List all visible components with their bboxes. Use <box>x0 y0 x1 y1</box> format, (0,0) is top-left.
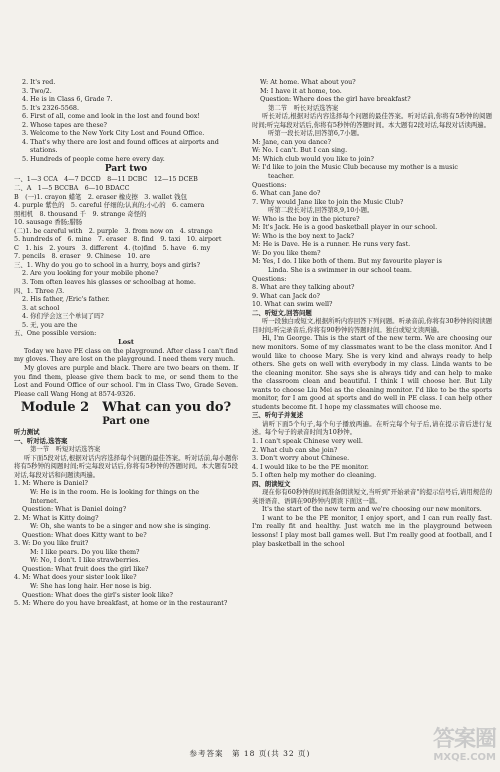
left-text-line: W: She has long hair. Her nose is big. <box>30 581 152 590</box>
left-text-line: 7. pencils 8. eraser 9. Chinese 10. are <box>14 252 151 261</box>
right-text-line: 6. What can Jane do? <box>252 189 321 198</box>
watermark-logo-text: 答案圈 <box>432 727 496 752</box>
right-column <box>252 78 492 548</box>
right-text-line: W: Who is the boy next to Jack? <box>252 231 354 240</box>
right-text-line: 5. I often help my mother do cleaning. <box>252 471 377 480</box>
right-text-line: It's the start of the new term and we're choosing our new monitors. <box>262 505 482 514</box>
right-text-line: M: Which club would you like to join? <box>252 154 374 163</box>
left-text-line: Lost <box>118 337 134 346</box>
right-text-line: 10. What can swim well? <box>252 300 333 309</box>
left-text-line: 2. It's red. <box>22 78 56 86</box>
right-text-line: 7. Why would Jane like to join the Music Club? <box>252 197 404 206</box>
left-text-line: 听力测试 <box>14 428 40 437</box>
left-text-line: Today we have PE class on the playground. After class I can't find my gloves. They are lost on the playground. I need them very much. <box>14 346 238 364</box>
right-text-line: M: Yes, I do. I like both of them. But my favourite player is <box>252 257 442 266</box>
left-text-line: Question: What is Daniel doing? <box>22 505 127 514</box>
right-text-line: W: I'd like to join the Music Club because my mother is a music <box>252 163 459 172</box>
page-footer: 参考答案 第 18 页(共 32 页) <box>189 749 311 758</box>
right-text-line: Hi, I'm George. This is the start of the new term. We are choosing our new monitors. Some of my classmates want to be the class monitor. And I would like to choose Mary. She is very kind and always ready to help others. She gets on well with everybody in my class. Linda wants to be the cleaning monitor. She says she is always tidy and can help to make the classroom clean and beautiful. I think I will choose her. But Lily wants to choose Liu Mei as the cleaning monitor. I'd like to be the sports monitor, for I am good at sports and do well in PE class. I can help other students become fit. I hope my classmates will choose me. <box>252 334 492 411</box>
right-text-line: 请听下面5个句子,每个句子播放两遍。在听完每个句子后,请在提示音后进行复述。每个句子的录音时间为10秒钟。 <box>252 419 492 437</box>
left-text-line: 4. M: What does your sister look like? <box>14 573 137 582</box>
right-text-line: 1. I can't speak Chinese very well. <box>252 436 363 445</box>
right-text-line: 第二节 听长对话选答案 <box>268 103 339 112</box>
left-text-line: C 1. his 2. yours 3. different 4. (to)find 5. have 6. my <box>14 243 211 252</box>
right-text-line: 听长对话,根据对话内容选择每个问题的最佳答案。听对话前,你将有5秒钟的阅题时间;听完每段对话后,你将有5秒钟的答题时间。本大题有2段对话,每段对话读两遍。 <box>252 112 492 129</box>
right-text-line: M: Jane, can you dance? <box>252 137 332 146</box>
left-column <box>14 78 238 608</box>
right-text-line: 现在你有60秒钟的时间准备朗读短文,当听到"开始录音"的提示信号后,请用规范的英语语音、语调在90秒钟内朗读下面这一篇。 <box>252 488 492 505</box>
left-text-line: W: No, I don't. I like strawberries. <box>30 556 141 565</box>
right-text-line: 8. What are they talking about? <box>252 283 355 292</box>
left-text-line: 3. Welcome to the New York City Lost and Found Office. <box>22 129 205 138</box>
left-text-line: 照相机 8. thousand 千 9. strange 奇怪的 <box>14 209 147 218</box>
right-text-line: teacher. <box>268 172 295 181</box>
left-text-line: (二)1. be careful with 2. purple 3. from now on 4. strange <box>14 226 213 235</box>
left-text-line: 二、A 1—5 BCCBA 6—10 BDACC <box>14 184 130 193</box>
left-text-line: Module 2 What can you do? <box>20 400 232 416</box>
left-text-line: stations. <box>30 146 58 155</box>
left-text-line: 2. His father, /Eric's father. <box>22 295 110 304</box>
left-text-line: 听下面5段对话,根据对话内容选择每个问题的最佳答案。听对话前,每小题你将有5秒钟的阅题时间;听完每段对话后,你将有5秒钟的答题时间。本大题有5段对话,每段对话和问题读两遍。 <box>14 453 238 479</box>
right-text-line: 三、听句子并复述 <box>252 411 304 420</box>
left-text-line: 10. sausage 香肠;腊肠 <box>14 218 83 227</box>
left-text-line: 5. It's 2326-5568. <box>22 103 80 112</box>
left-text-line: 2. M: What is Kitty doing? <box>14 513 99 522</box>
left-text-line: Part one <box>102 416 150 428</box>
left-text-line: 一、听对话,选答案 <box>14 436 68 445</box>
right-text-line: 3. Don't worry about Chinese. <box>252 454 350 463</box>
left-text-line: 5. 无, you are the <box>22 320 78 329</box>
right-text-line: 听第一段长对话,回答第6,7小题。 <box>268 129 364 138</box>
right-text-line: 听第二段长对话,回答第8,9,10小题。 <box>268 206 374 215</box>
left-text-line: 4. That's why there are lost and found offices at airports and <box>22 137 219 146</box>
right-text-line: Linda. She is a swimmer in our school team. <box>268 266 412 275</box>
left-text-line: Question: What does Kitty want to be? <box>22 530 147 539</box>
right-text-line: 听一段独白或短文,根据所听内容回答下列问题。听录音前,你将有30秒钟的阅读题目时间;听完录音后,你将有90秒钟的答题时间。独白或短文读两遍。 <box>252 317 492 334</box>
left-text-line: 4. 你们学会这三个单词了吗? <box>22 312 104 321</box>
left-text-line: W: Oh, she wants to be a singer and now she is singing. <box>30 522 211 531</box>
left-text-line: 3. Tom often leaves his glasses or schoolbag at home. <box>22 278 196 287</box>
left-text-line: 第一节 听短对话选答案 <box>30 445 101 454</box>
left-text-line: 5. M: Where do you have breakfast, at home or in the restaurant? <box>14 599 228 608</box>
left-text-line: 6. First of all, come and look in the lost and found box! <box>22 112 200 121</box>
left-text-line: 4. purple 紫色的 5. careful 仔细的;认真的;小心的 6. camera <box>14 201 205 210</box>
right-text-line: W: Do you like them? <box>252 248 321 257</box>
left-text-line: 4. He is in Class 6, Grade 7. <box>22 95 113 104</box>
left-text-line: 三、1. Why do you go to school in a hurry, boys and girls? <box>14 260 201 269</box>
left-text-line: M: I like pears. Do you like them? <box>30 547 140 556</box>
right-text-line: Questions: <box>252 180 287 189</box>
left-text-line: 1. M: Where is Daniel? <box>14 479 88 488</box>
right-text-line: 9. What can Jack do? <box>252 291 320 300</box>
left-text-line: 2. Are you looking for your mobile phone? <box>22 269 159 278</box>
left-text-line: 一、1—3 CCA 4—7 DCCD 8—11 DCBC 12—15 DCEB <box>14 175 198 184</box>
left-text-line: My gloves are purple and black. There are two bears on them. If you find them, please give them back to me, or send them to the Lost and Found Office of our school. I'm in Class Two, Grade Seven. Please call Wang Hong at 8574-9326. <box>14 363 238 398</box>
left-text-line: Internet. <box>30 496 59 505</box>
right-text-line: Question: Where does the girl have breakfast? <box>260 95 411 104</box>
right-text-line: 2. What club can she join? <box>252 445 338 454</box>
right-text-line: 二、听短文,回答问题 <box>252 308 312 317</box>
right-text-line: Questions: <box>252 274 287 283</box>
right-text-line: W: Who is the boy in the picture? <box>252 214 360 223</box>
left-text-line: Question: What does the girl's sister look like? <box>22 590 173 599</box>
left-text-line: 2. Whose tapes are these? <box>22 120 107 129</box>
left-text-line: 3. Two/2. <box>22 86 52 95</box>
left-text-line: 5. Hundreds of people come here every day. <box>22 154 165 163</box>
left-text-line: Question: What fruit does the girl like? <box>22 564 149 573</box>
right-text-line: I want to be the PE monitor, I enjoy sport, and I can run really fast. I'm really fit and healthy. Just watch me in the playground between lessons! I play most ball games well. But I'm really good at football, and I play basketball in the school <box>252 513 492 548</box>
right-text-line: W: At home. What about you? <box>260 78 356 86</box>
left-text-line: Part two <box>104 164 148 175</box>
left-text-line: 五、One possible version: <box>14 329 97 338</box>
left-text-line: 3. at school <box>22 303 60 312</box>
left-text-line: 3. W: Do you like fruit? <box>14 539 89 548</box>
right-text-line: 4. I would like to be the PE monitor. <box>252 462 369 471</box>
right-text-line: M: I have it at home, too. <box>260 86 342 95</box>
right-text-line: M: It's Jack. He is a good basketball player in our school. <box>252 223 438 232</box>
right-text-line: W: No. I can't. But I can sing. <box>252 146 348 155</box>
right-text-line: M: He is Dave. He is a runner. He runs very fast. <box>252 240 411 249</box>
watermark-site-text: MXQE.COM <box>433 752 496 763</box>
left-text-line: 5. hundreds of 6. mine 7. eraser 8. find 9. taxi 10. airport <box>14 235 222 244</box>
left-text-line: W: He is in the room. He is looking for things on the <box>30 487 200 496</box>
right-text-line: 四、朗读短文 <box>252 479 291 488</box>
left-text-line: 四、1. Three /3. <box>14 286 65 295</box>
site-watermark-logo <box>416 728 496 768</box>
left-text-line: B (一)1. crayon 蜡笔 2. eraser 橡皮擦 3. wallet 钱包 <box>14 192 187 201</box>
